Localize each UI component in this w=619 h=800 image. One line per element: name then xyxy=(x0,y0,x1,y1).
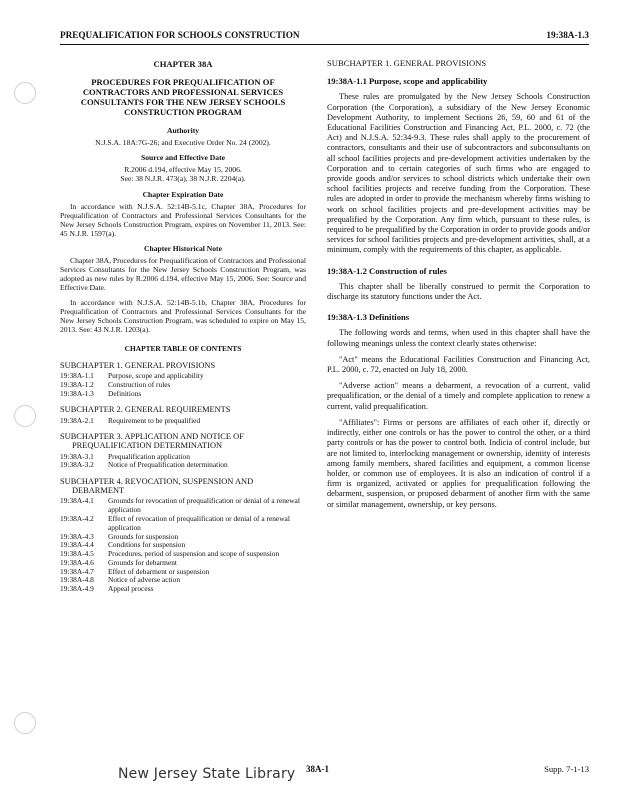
definition-act: "Act" means the Educational Facilities Construction and Financing Act, P.L. 2000, c. 72, enacted on July 18, 2000. xyxy=(327,354,590,375)
toc-subchapter: SUBCHAPTER 1. GENERAL PROVISIONS xyxy=(60,360,216,370)
toc-subchapter: SUBCHAPTER 4. REVOCATION, SUSPENSION AND DEBARMENT xyxy=(60,477,254,496)
toc-row: 19:38A-4.5 Procedures, period of suspension and scope of suspension xyxy=(60,549,280,559)
definition-adverse-action: "Adverse action" means a debarment, a revocation of a current, valid prequalification, or the denial of a timely and complete application to renew a current, valid prequalification. xyxy=(327,381,590,411)
toc-subchapter: SUBCHAPTER 2. GENERAL REQUIREMENTS xyxy=(60,405,231,415)
toc-row: 19:38A-1.2 Construction of rules xyxy=(60,379,171,389)
toc-row: 19:38A-3.1 Prequalification application xyxy=(60,451,190,461)
toc-heading: CHAPTER TABLE OF CONTENTS xyxy=(124,343,242,353)
toc-row: 19:38A-4.6 Grounds for debarment xyxy=(60,557,177,567)
toc-row: 19:38A-4.8 Notice of adverse action xyxy=(60,575,181,585)
source-text: R.2006 d.194, effective May 15, 2006. xyxy=(124,165,242,175)
toc-row: 19:38A-4.2 Effect of revocation of prequalification or denial of a renewal application xyxy=(60,513,290,532)
left-column xyxy=(60,58,306,594)
toc-group xyxy=(60,361,306,398)
toc-row: 19:38A-4.1 Grounds for revocation of prequalification or denial of a renewal application xyxy=(60,496,300,515)
section-text: These rules are promulgated by the New Jersey Schools Construction Corporation (the Corporation), a subsidiary of the New Jersey Economic Development Authority, to implement Sections 26, 59, 60 and 61 of the Educational Facilities Construction and Financing Act, P.L. 2000, c. 72 (the Act) and N.J.S.A. 52:34-9.3. These rules shall apply to the procurement of contractors, consultants and their use of subcontractors and subconsultants on all school facilities projects and pre-development activities undertaken by the Corporation and to certain categories of such firms who are engaged to provide goods and/or services to school districts which undertake their own school facilities projects and receive funding from the Corporation. These rules are adopted in order to provide the mechanism whereby firms wishing to work on school facilities projects and pre-development activities may be prequalified by the Corporation. Any firm which, pursuant to these rules, is required to be prequalified by the Corporation in order to provide goods and/or services for school facilities projects and pre-development activities, shall, at a minimum, comply with the requirements of this chapter, as applicable. xyxy=(327,92,590,255)
chapter-number: CHAPTER 38A xyxy=(153,59,213,69)
library-watermark: New Jersey State Library xyxy=(118,766,296,782)
punch-hole xyxy=(14,712,36,734)
section-heading: 19:38A-1.1 Purpose, scope and applicability xyxy=(327,76,488,87)
toc-group xyxy=(60,432,306,470)
right-column xyxy=(327,58,590,516)
section-heading: 19:38A-1.3 Definitions xyxy=(327,312,410,323)
page-number: 38A-1 xyxy=(306,764,329,774)
section-text: The following words and terms, when used in this chapter shall have the following meanings unless the context clearly states otherwise: xyxy=(327,328,590,348)
toc-row: 19:38A-4.3 Grounds for suspension xyxy=(60,531,179,541)
history-heading: Chapter Historical Note xyxy=(144,244,222,254)
expiration-heading: Chapter Expiration Date xyxy=(142,189,224,199)
history-text: Chapter 38A, Procedures for Prequalification of Contractors and Professional Services Consultants for the New Jersey Schools Construction Program, was adopted as new rules by R.2006 d.194, effective May 15, 2006. See: Source and Effective Date. xyxy=(60,256,306,293)
subchapter-heading: SUBCHAPTER 1. GENERAL PROVISIONS xyxy=(327,58,487,68)
page-footer xyxy=(0,758,619,782)
source-heading: Source and Effective Date xyxy=(140,153,225,163)
section-text: This chapter shall be liberally construed to permit the Corporation to discharge its statutory functions under the Act. xyxy=(327,281,590,302)
punch-hole xyxy=(14,405,36,427)
toc-row: 19:38A-4.4 Conditions for suspension xyxy=(60,540,186,550)
running-header xyxy=(60,28,589,45)
toc-row: 19:38A-4.9 Appeal process xyxy=(60,584,154,594)
toc-row: 19:38A-4.7 Effect of debarment or suspension xyxy=(60,566,210,576)
toc-row: 19:38A-2.1 Requirement to be prequalified xyxy=(60,415,201,425)
toc-group xyxy=(60,477,306,594)
toc-row: 19:38A-1.3 Definitions xyxy=(60,388,142,398)
toc-subchapter: SUBCHAPTER 3. APPLICATION AND NOTICE OF PREQUALIFICATION DETERMINATION xyxy=(60,432,244,451)
header-title: PREQUALIFICATION FOR SCHOOLS CONSTRUCTION xyxy=(60,30,300,40)
header-section: 19:38A-1.3 xyxy=(546,30,589,40)
chapter-title: PROCEDURES FOR PREQUALIFICATION OF CONTRACTORS AND PROFESSIONAL SERVICES CONSULTANTS FOR THE NEW JERSEY SCHOOLS CONSTRUCTION PROGRAM xyxy=(80,77,286,118)
authority-text: N.J.S.A. 18A:7G-26; and Executive Order No. 24 (2002). xyxy=(95,138,271,148)
toc-group xyxy=(60,405,306,425)
toc-row: 19:38A-1.1 Purpose, scope and applicability xyxy=(60,371,204,381)
source-text: See: 38 N.J.R. 473(a), 38 N.J.R. 2204(a). xyxy=(120,174,246,184)
definition-affiliates: "Affiliates": Firms or persons are affiliates of each other if, directly or indirectly, either one controls or has the power to control the other, or a third party controls or has the power to control both. Indicia of control include, but are not limited to, interlocking management or ownership, identity of interests among family members, shared facilities and equipment, a common license holder, or common use of employees. It is also an indication of control if a firm is organized, activated or applies for prequalification following the debarment, suspension, or proposed debarment of another firm with the same or similar management, ownership, or key persons. xyxy=(327,417,590,509)
history-text: In accordance with N.J.S.A. 52:14B-5.1b, Chapter 38A, Procedures for Prequalification of Contractors and Professional Services Consultants for the New Jersey Schools Construction Program, was scheduled to expire on May 15, 2013. See: 43 N.J.R. 1203(a). xyxy=(60,297,306,334)
authority-heading: Authority xyxy=(166,126,200,136)
toc-row: 19:38A-3.2 Notice of Prequalification determination xyxy=(60,460,228,470)
section-heading: 19:38A-1.2 Construction of rules xyxy=(327,265,447,276)
expiration-text: In accordance with N.J.S.A. 52:14B-5.1c, Chapter 38A, Procedures for Prequalification of Contractors and Professional Services Consultants for the New Jersey Schools Construction Program, expires on November 11, 2013. See: 45 N.J.R. 1597(a). xyxy=(60,201,306,238)
punch-hole xyxy=(14,82,36,104)
supplement-date: Supp. 7-1-13 xyxy=(544,764,589,774)
